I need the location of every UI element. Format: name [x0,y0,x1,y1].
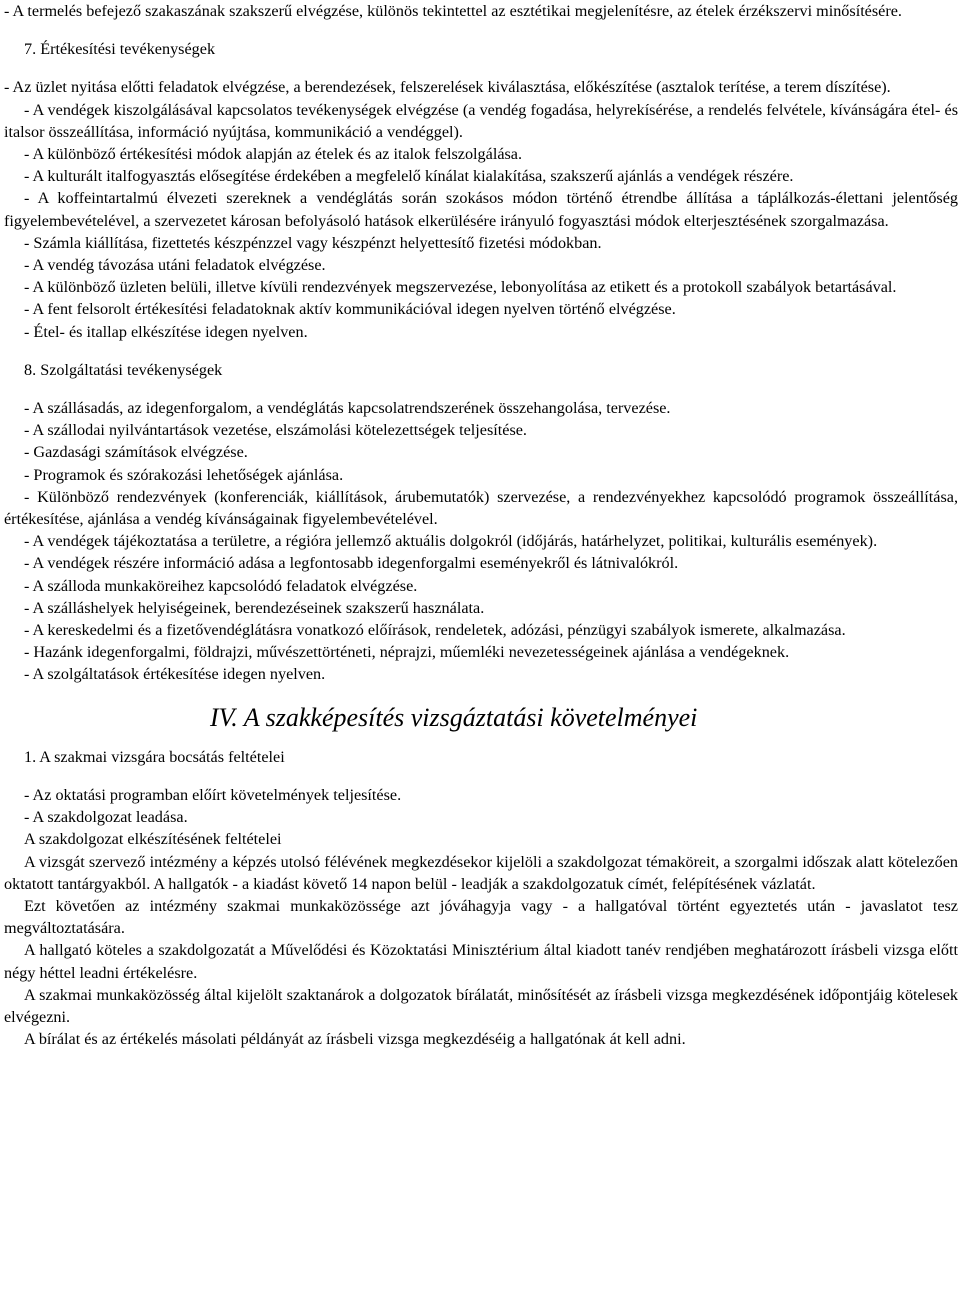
paragraph: - A termelés befejező szakaszának szakszerű elvégzése, különös tekintettel az esztétikai megjelenítésre, az ételek érzékszervi minősítésére. [4,2,902,20]
paragraph: - A kulturált italfogyasztás elősegítése érdekében a megfelelő kínálat kialakítása, szakszerű ajánlás a vendégek részére. [24,167,794,186]
paragraph: - Étel- és itallap elkészítése idegen nyelven. [24,322,308,341]
paragraph: - A vendégek tájékoztatása a területre, a régióra jellemző aktuális dolgokról (időjárás, határhelyzet, politikai, kulturális események). [24,532,878,551]
paragraph: - A szakdolgozat leadása. [24,808,188,827]
paragraph: - A vendégek kiszolgálásával kapcsolatos tevékenységek elvégzése (a vendég fogadása, helyrekísérése, a rendelés felvétele, kívánságára étel- és italsor összeállítása, információ nyújtása, kommunikáció a vendéggel). [4,100,958,141]
paragraph: - Az oktatási programban előírt követelmények teljesítése. [24,785,402,804]
paragraph: - A szálláshelyek helyiségeinek, berendezéseinek szakszerű használata. [24,598,485,617]
paragraph: A szakmai munkaközösség által kijelölt szaktanárok a dolgozatok bírálatát, minősítését az írásbeli vizsga megkezdésének időpontjáig kötelesek elvégezni. [4,985,958,1026]
paragraph: - A különböző értékesítési módok alapján az ételek és az italok felszolgálása. [24,145,523,164]
paragraph: - A vendégek részére információ adása a legfontosabb idegenforgalmi eseményekről és látnivalókról. [24,554,679,573]
section-heading-7: 7. Értékesítési tevékenységek [24,40,216,59]
paragraph: - A vendég távozása utáni feladatok elvégzése. [24,256,326,275]
paragraph: A szakdolgozat elkészítésének feltételei [24,830,282,849]
paragraph: A bírálat és az értékelés másolati példányát az írásbeli vizsga megkezdéséig a hallgatónak át kell adni. [24,1030,686,1049]
paragraph: - Az üzlet nyitása előtti feladatok elvégzése, a berendezések, felszerelések kiválasztása, előkészítése (asztalok terítése, a terem díszítése). [4,78,891,97]
paragraph: A hallgató köteles a szakdolgozatát a Művelődési és Közoktatási Minisztérium által kiadott tanév rendjében meghatározott írásbeli vizsga előtt négy héttel leadni értékelésre. [4,941,958,982]
paragraph: A vizsgát szervező intézmény a képzés utolsó félévének megkezdésekor kijelöli a szakdolgozat témaköreit, a szorgalmi időszak alatt kötelezően oktatott tantárgyakból. A hallgatók - a kiadást követő 14 napon belül - leadják a szakdolgozatuk címét, felépítésének vázlatát. [4,852,958,893]
paragraph: - Hazánk idegenforgalmi, földrajzi, művészettörténeti, néprajzi, műemléki nevezetességeinek ajánlása a vendégeknek. [24,643,790,662]
chapter-title: IV. A szakképesítés vizsgáztatási követelményei [210,702,698,732]
section-heading-8: 8. Szolgáltatási tevékenységek [24,360,223,379]
paragraph: - A kereskedelmi és a fizetővendéglátásra vonatkozó előírások, rendeletek, adózási, pénzügyi szabályok ismerete, alkalmazása. [24,621,846,640]
paragraph: - A szállodai nyilvántartások vezetése, elszámolási kötelezettségek teljesítése. [24,421,527,440]
paragraph: - A szállásadás, az idegenforgalom, a vendéglátás kapcsolatrendszerének összehangolása, tervezése. [24,399,671,418]
paragraph: Ezt követően az intézmény szakmai munkaközössége azt jóváhagyja vagy - a hallgatóval történt egyeztetés után - javaslatot tesz megváltoztatására. [4,896,958,938]
paragraph: - A különböző üzleten belüli, illetve kívüli rendezvények megszervezése, lebonyolítása az etikett és a protokoll szabályok betartásával. [24,278,897,297]
paragraph: - Programok és szórakozási lehetőségek ajánlása. [24,465,344,484]
paragraph: - A koffeintartalmú élvezeti szereknek a vendéglátás során szokásos módon történő étrendbe állítása a táplálkozás-élettani jelentőség figyelembevételével, a szervezetet károsan befolyásoló hatások elkerülésére irányuló fogyasztási módok elterjesztésének szorgalmazása. [4,189,958,230]
paragraph: - Különböző rendezvények (konferenciák, kiállítások, árubemutatók) szervezése, a rendezvényekhez kapcsolódó programok összeállítása, értékesítése, ajánlása a vendég kívánságainak figyelembevételével. [4,487,958,529]
document-page [4,0,958,1050]
subsection-heading: 1. A szakmai vizsgára bocsátás feltételei [24,747,285,766]
paragraph: - Gazdasági számítások elvégzése. [24,443,248,462]
paragraph: - A fent felsorolt értékesítési feladatoknak aktív kommunikációval idegen nyelven történő elvégzése. [24,300,676,319]
paragraph: - Számla kiállítása, fizettetés készpénzzel vagy készpénzt helyettesítő fizetési módokban. [24,233,602,252]
paragraph: - A szolgáltatások értékesítése idegen nyelven. [24,665,326,684]
paragraph: - A szálloda munkaköreihez kapcsolódó feladatok elvégzése. [24,576,418,595]
